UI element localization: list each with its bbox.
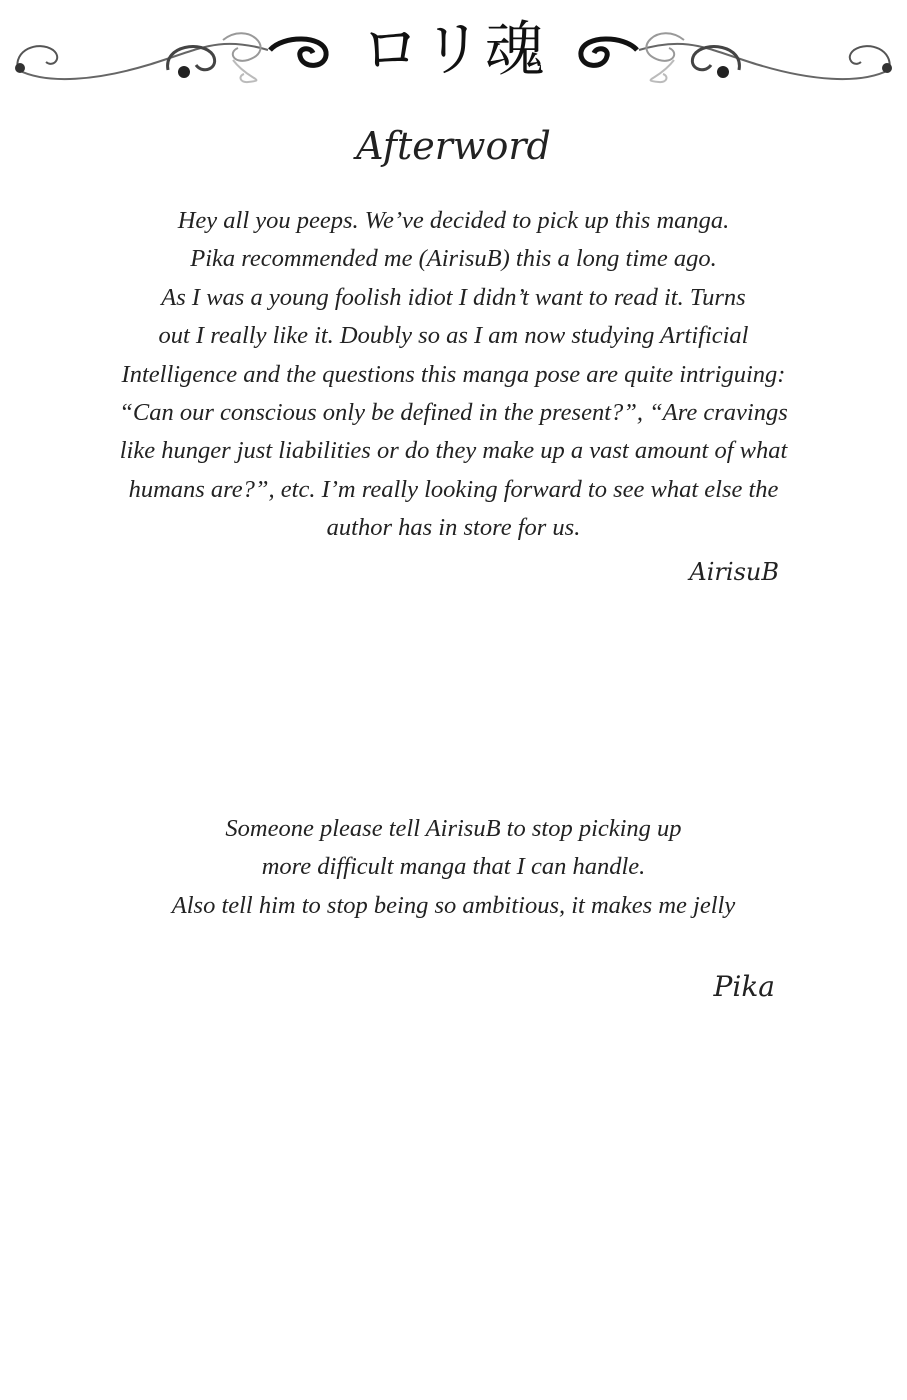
logo-text: ロリ魂 (360, 15, 547, 85)
afterword-line: Intelligence and the questions this manga pose are quite intriguing: (121, 360, 786, 388)
afterword-paragraph (110, 202, 797, 548)
afterword-line: author has in store for us. (326, 514, 581, 542)
afterword-line: Pika recommended me (AirisuB) this a long time ago. (190, 245, 717, 273)
afterword-line: Hey all you peeps. We’ve decided to pick up this manga. (177, 207, 730, 234)
note-line: more difficult manga that I can handle. (261, 853, 646, 881)
afterword-line: like hunger just liabilities or do they make up a vast amount of what (119, 437, 788, 465)
afterword-line: As I was a young foolish idiot I didn’t want to read it. Turns (161, 283, 746, 311)
note-line: Someone please tell AirisuB to stop picking up (225, 815, 682, 842)
afterword-line: “Can our conscious only be defined in the present?”, “Are cravings (119, 399, 788, 427)
signature-airisub: AirisuB (689, 558, 779, 586)
note-line: Also tell him to stop being so ambitious, it makes me jelly (171, 891, 736, 919)
ornamental-swirl-icon (559, 10, 899, 90)
afterword-heading: Afterword (356, 124, 551, 168)
signature-pika: Pika (713, 970, 775, 1003)
afterword-line: out I really like it. Doubly so as I am now studying Artificial (158, 322, 749, 350)
afterword-line: humans are?”, etc. I’m really looking forward to see what else the (128, 475, 779, 503)
page-header (0, 0, 907, 95)
note-paragraph (110, 810, 797, 925)
